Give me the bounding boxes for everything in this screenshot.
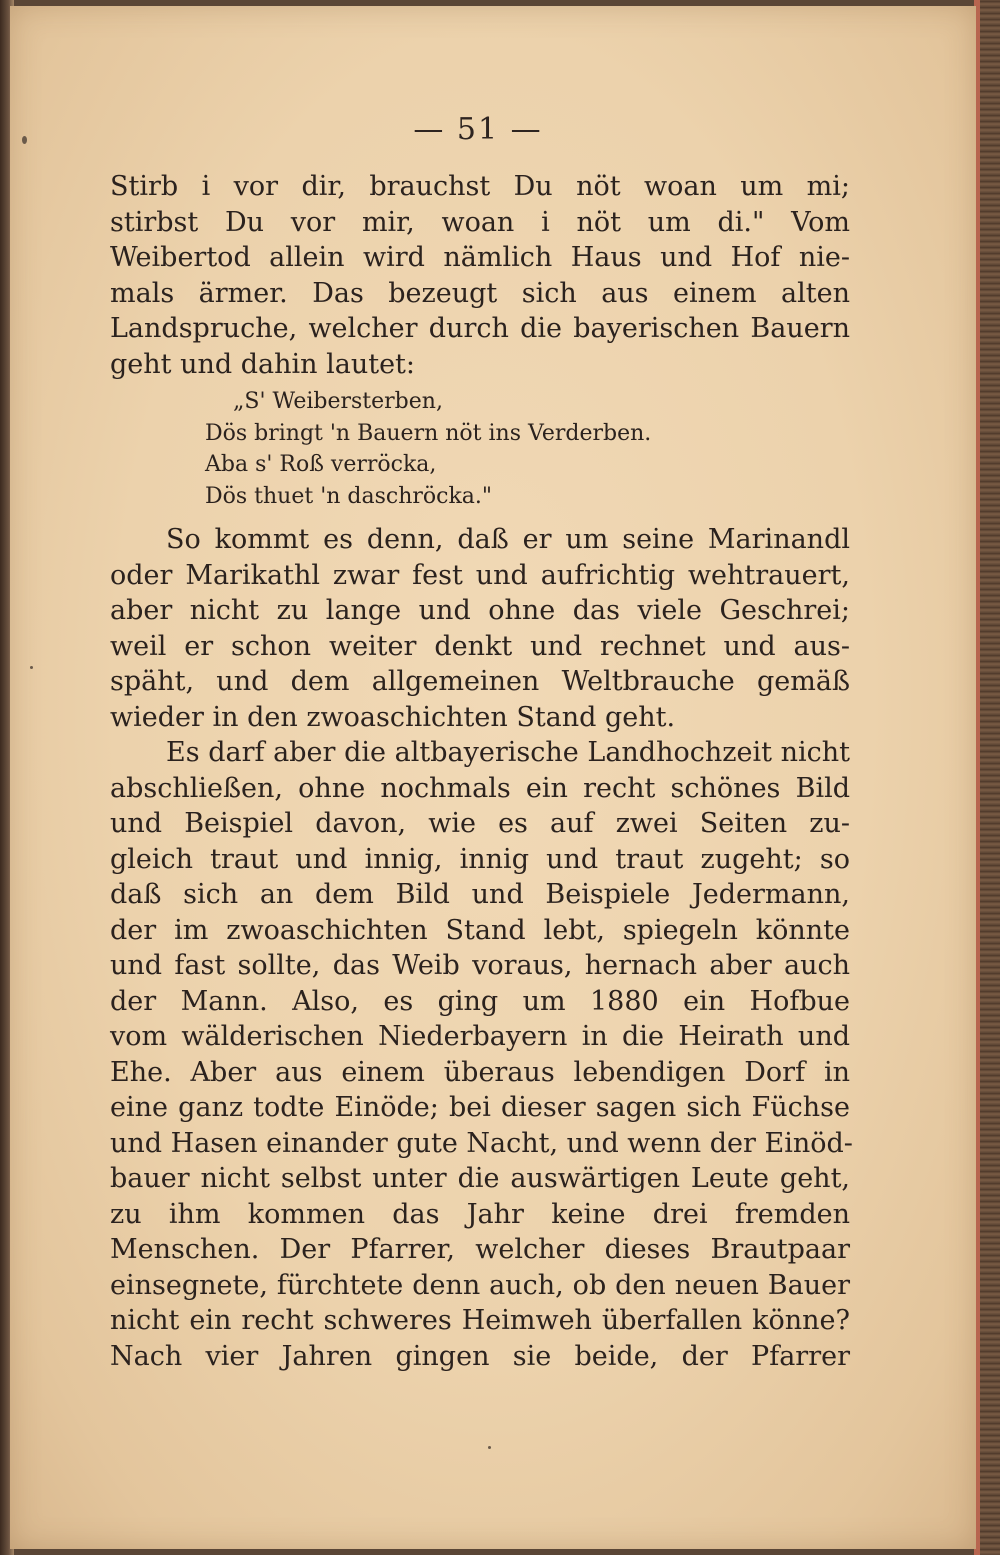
text-line: gleich traut und innig, innig und traut zugeht; so <box>110 843 850 875</box>
book-binding-right-edge <box>974 0 1000 1555</box>
text-line: späht, und dem allgemeinen Weltbrauche gemäß <box>110 666 850 697</box>
paper-speck <box>488 1446 491 1449</box>
text-line: vom wälderischen Niederbayern in die Heirath und <box>110 1021 850 1052</box>
text-line: eine ganz todte Einöde; bei dieser sagen sich Füchse <box>110 1092 850 1123</box>
verse-line: Aba s' Roß verröcka, <box>205 452 437 477</box>
page-number: — 51 — <box>413 112 543 147</box>
text-line: der im zwoaschichten Stand lebt, spiegeln könnte <box>110 914 850 946</box>
paragraph-1 <box>110 169 850 382</box>
text-line: Landspruche, welcher durch die bayerischen Bauern <box>110 313 850 344</box>
text-line: abschließen, ohne nochmals ein recht schönes Bild <box>110 772 850 804</box>
paper-speck <box>30 666 33 669</box>
text-line: einsegnete, fürchtete denn auch, ob den neuen Bauer <box>110 1269 850 1301</box>
text-line: Nach vier Jahren gingen sie beide, der Pfarrer <box>110 1340 850 1372</box>
text-line: mals ärmer. Das bezeugt sich aus einem alten <box>110 277 850 309</box>
text-line: Ehe. Aber aus einem überaus lebendigen Dorf in <box>110 1056 850 1088</box>
verse-line: Dös thuet 'n daschröcka." <box>205 483 493 509</box>
text-line: nicht ein recht schweres Heimweh überfallen könne? <box>110 1305 850 1336</box>
text-line: Menschen. Der Pfarrer, welcher dieses Brautpaar <box>110 1234 850 1265</box>
paragraph-3 <box>110 735 853 1374</box>
page-text <box>110 169 853 1374</box>
text-line: der Mann. Also, es ging um 1880 ein Hofbue <box>110 985 850 1017</box>
paragraph-2 <box>110 522 850 735</box>
text-line: So kommt es denn, daß er um seine Marinandl <box>166 524 850 555</box>
text-line: geht und dahin lautet: <box>110 348 416 380</box>
text-line: aber nicht zu lange und ohne das viele Geschrei; <box>110 595 850 626</box>
text-line: Stirb i vor dir, brauchst Du nöt woan um mi; <box>110 171 850 202</box>
text-line: weil er schon weiter denkt und rechnet und aus- <box>110 630 850 662</box>
text-line: wieder in den zwoaschichten Stand geht. <box>110 701 676 733</box>
text-line: und Hasen einander gute Nacht, und wenn der Einöd- <box>110 1127 853 1159</box>
text-line: oder Marikathl zwar fest und aufrichtig wehtrauert, <box>110 559 850 591</box>
text-line: und fast sollte, das Weib voraus, hernach aber auch <box>110 950 850 981</box>
text-line: daß sich an dem Bild und Beispiele Jedermann, <box>110 879 850 910</box>
verse-quote <box>110 386 850 512</box>
text-line: Es darf aber die altbayerische Landhochzeit nicht <box>166 737 850 768</box>
text-line: bauer nicht selbst unter die auswärtigen Leute geht, <box>110 1163 850 1194</box>
verse-line: „S' Weibersterben, <box>233 389 443 414</box>
paper-speck <box>22 136 27 144</box>
text-line: stirbst Du vor mir, woan i nöt um di." Vom <box>110 206 850 238</box>
book-page <box>10 6 976 1549</box>
text-line: Weibertod allein wird nämlich Haus und Hof nie- <box>110 242 850 273</box>
text-line: und Beispiel davon, wie es auf zwei Seiten zu- <box>110 808 850 839</box>
verse-line: Dös bringt 'n Bauern nöt ins Verderben. <box>205 420 652 446</box>
text-line: zu ihm kommen das Jahr keine drei fremden <box>110 1198 850 1230</box>
